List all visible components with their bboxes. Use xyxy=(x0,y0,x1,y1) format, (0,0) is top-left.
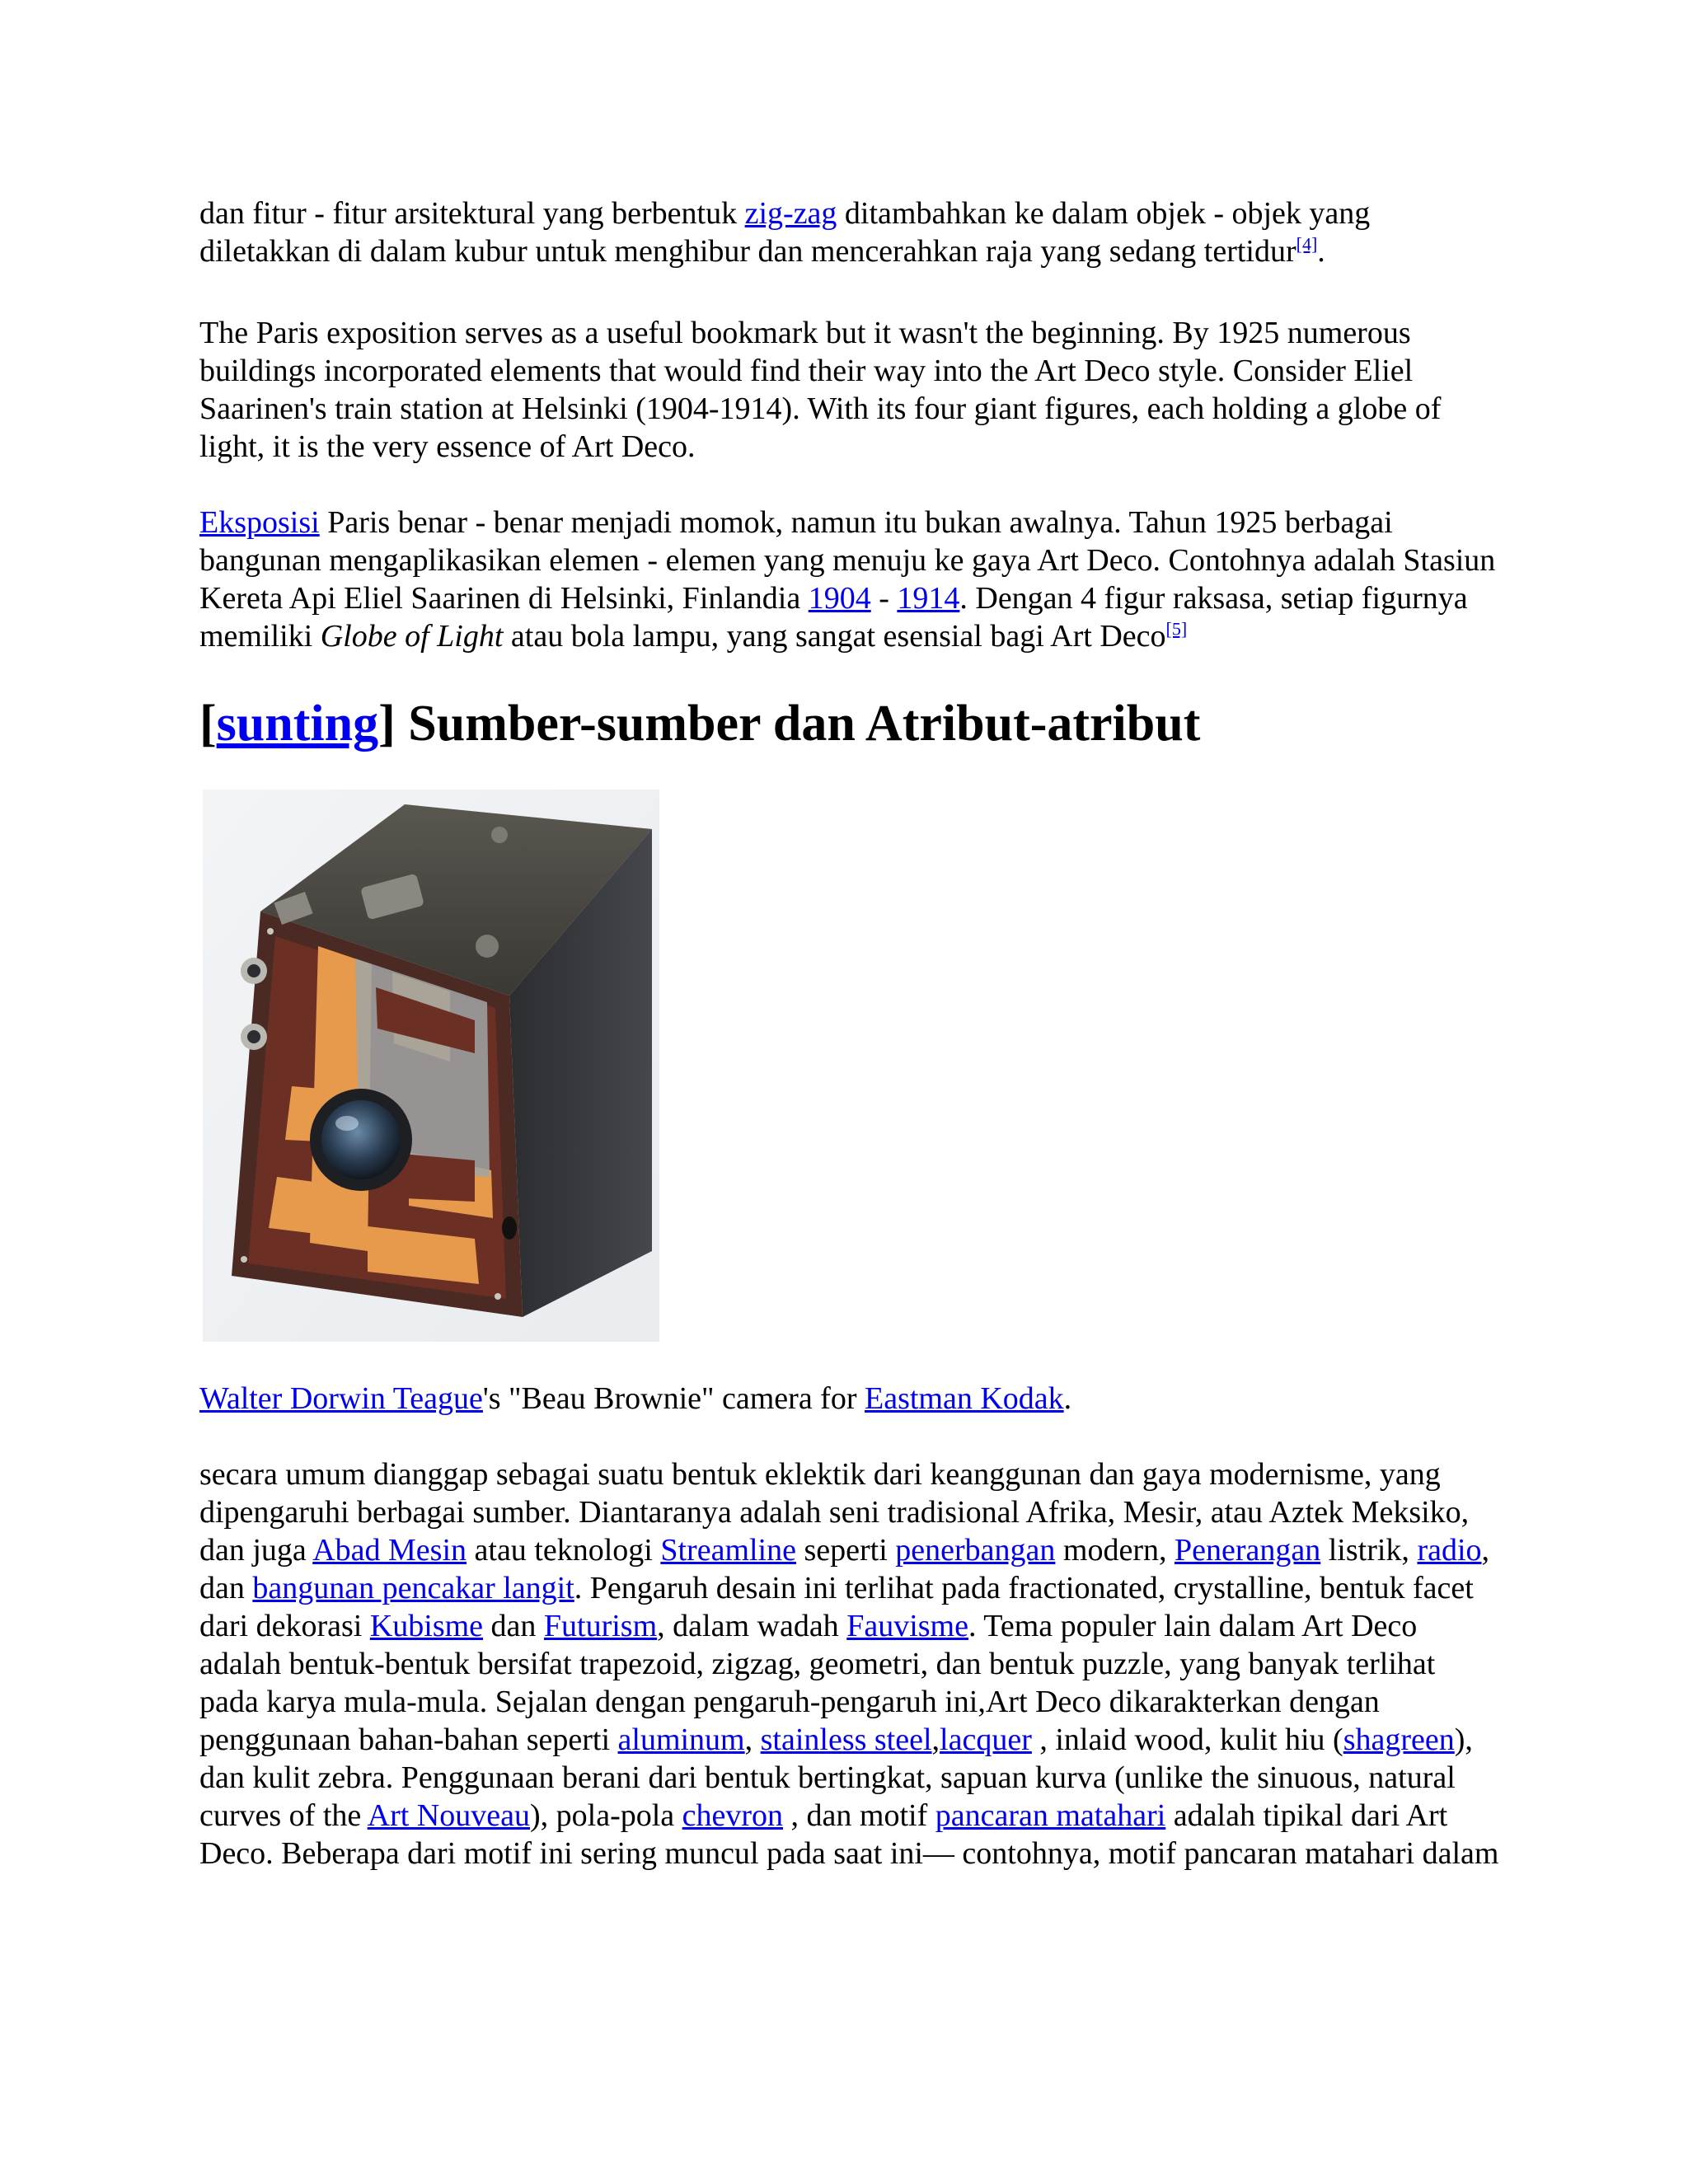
text: atau teknologi xyxy=(467,1533,661,1568)
link-aluminum[interactable]: aluminum xyxy=(617,1722,745,1757)
link-stainless-steel[interactable]: stainless steel xyxy=(760,1722,932,1757)
paragraph-zigzag xyxy=(199,194,1502,270)
text: dan fitur - fitur arsitektural yang berbentuk xyxy=(199,196,745,231)
italic-globe-of-light: Globe of Light xyxy=(320,619,504,654)
link-streamline[interactable]: Streamline xyxy=(660,1533,796,1568)
text: Paris benar - benar menjadi momok, namun itu bukan awalnya. Tahun 1925 berbagai bangunan mengaplikasikan elemen - elemen yang menuju ke gaya Art Deco. Contohnya adalah Stasiun Kereta Api Eliel Saarinen di Helsinki, Finlandia xyxy=(199,505,1496,616)
text: , xyxy=(744,1722,761,1757)
link-eastman-kodak[interactable]: Eastman Kodak xyxy=(865,1381,1064,1416)
text: adalah tipikal dari Art Deco. Beberapa dari motif ini sering muncul pada saat ini— contohnya, motif pancaran matahari dalam xyxy=(199,1798,1499,1871)
text: modern, xyxy=(1055,1533,1175,1568)
edit-section-link[interactable]: sunting xyxy=(216,696,379,752)
text: , dalam wadah xyxy=(657,1609,847,1643)
link-eksposisi[interactable]: Eksposisi xyxy=(199,505,320,540)
text: , inlaid wood, kulit hiu ( xyxy=(1031,1722,1343,1757)
link-kubisme[interactable]: Kubisme xyxy=(369,1609,484,1643)
text: ), dan kulit zebra. Penggunaan berani dari bentuk bertingkat, sapuan kurva (unlike the sinuous, natural curves of the xyxy=(199,1722,1473,1833)
link-walter-dorwin-teague[interactable]: Walter Dorwin Teague xyxy=(199,1381,483,1416)
link-penerbangan[interactable]: penerbangan xyxy=(895,1533,1056,1568)
camera-photo-icon xyxy=(203,790,659,1342)
text: . Dengan 4 figur raksasa, setiap figurnya memiliki xyxy=(199,581,1468,654)
text: atau bola lampu, yang sangat esensial bagi Art Deco xyxy=(503,619,1166,654)
text: seperti xyxy=(795,1533,896,1568)
text: . Pengaruh desain ini terlihat pada fractionated, crystalline, bentuk facet dari dekorasi xyxy=(199,1571,1474,1643)
footnote-link-4[interactable]: [4] xyxy=(1296,233,1318,255)
link-futurism[interactable]: Futurism xyxy=(543,1609,658,1643)
paragraph-sources-attributes xyxy=(199,1455,1502,1872)
section-heading xyxy=(199,692,1200,755)
text: ditambahkan ke dalam objek - objek yang diletakkan di dalam kubur untuk menghibur dan mencerahkan raja yang sedang tertidur xyxy=(199,196,1371,269)
link-lacquer[interactable]: lacquer xyxy=(940,1722,1032,1757)
text: dan xyxy=(483,1609,544,1643)
link-shagreen[interactable]: shagreen xyxy=(1343,1722,1455,1757)
text: . xyxy=(1063,1381,1072,1416)
paragraph-paris-exposition-english: The Paris exposition serves as a useful bookmark but it wasn't the beginning. By 1925 numerous buildings incorporated elements that would find their way into the Art Deco style. Consider Eliel Saarinen's train station at Helsinki (1904-1914). With its four giant figures, each holding a globe of light, it is the very essence of Art Deco. xyxy=(199,316,1442,464)
link-fauvisme[interactable]: Fauvisme xyxy=(846,1609,968,1643)
link-radio[interactable]: radio xyxy=(1417,1533,1482,1568)
footnote-link-5[interactable]: [5] xyxy=(1165,618,1188,640)
section-title: Sumber-sumber dan Atribut-atribut xyxy=(408,696,1201,752)
footnote-ref-5[interactable] xyxy=(1166,618,1188,639)
link-pancaran-matahari[interactable]: pancaran matahari xyxy=(935,1798,1166,1833)
text: ), pola-pola xyxy=(530,1798,682,1833)
text: listrik, xyxy=(1320,1533,1418,1568)
text: 's "Beau Brownie" camera for xyxy=(482,1381,865,1416)
figure-caption xyxy=(199,1380,1071,1418)
text: , xyxy=(931,1722,940,1757)
link-bangunan-pencakar-langit[interactable]: bangunan pencakar langit xyxy=(252,1571,574,1605)
footnote-ref-4[interactable] xyxy=(1296,233,1318,254)
link-1914[interactable]: 1914 xyxy=(897,581,960,616)
link-1904[interactable]: 1904 xyxy=(808,581,871,616)
text: . xyxy=(1317,234,1325,269)
text: . Tema populer lain dalam Art Deco adalah bentuk-bentuk bersifat trapezoid, zigzag, geometri, dan bentuk puzzle, yang banyak terlihat pada karya mula-mula. Sejalan dengan pengaruh-pengaruh ini,Art Deco dikarakterkan dengan penggunaan bahan-bahan seperti xyxy=(199,1609,1436,1757)
text: - xyxy=(870,581,898,616)
text: secara umum dianggap sebagai suatu bentuk eklektik dari keanggunan dan gaya modernisme, yang dipengaruhi berbagai sumber. Diantaranya adalah seni tradisional Afrika, Mesir, atau Aztek Meksiko, dan juga xyxy=(199,1457,1470,1568)
link-art-nouveau[interactable]: Art Nouveau xyxy=(367,1798,530,1833)
bracket-open: [ xyxy=(199,696,217,752)
link-abad-mesin[interactable]: Abad Mesin xyxy=(312,1533,467,1568)
link-penerangan[interactable]: Penerangan xyxy=(1174,1533,1321,1568)
text: , dan motif xyxy=(783,1798,935,1833)
link-zig-zag[interactable]: zig-zag xyxy=(744,196,837,231)
link-chevron[interactable]: chevron xyxy=(682,1798,784,1833)
bracket-close: ] xyxy=(378,696,409,752)
camera-photo-image[interactable] xyxy=(203,790,659,1342)
paragraph-eksposisi xyxy=(199,504,1502,655)
text: , dan xyxy=(199,1533,1490,1605)
